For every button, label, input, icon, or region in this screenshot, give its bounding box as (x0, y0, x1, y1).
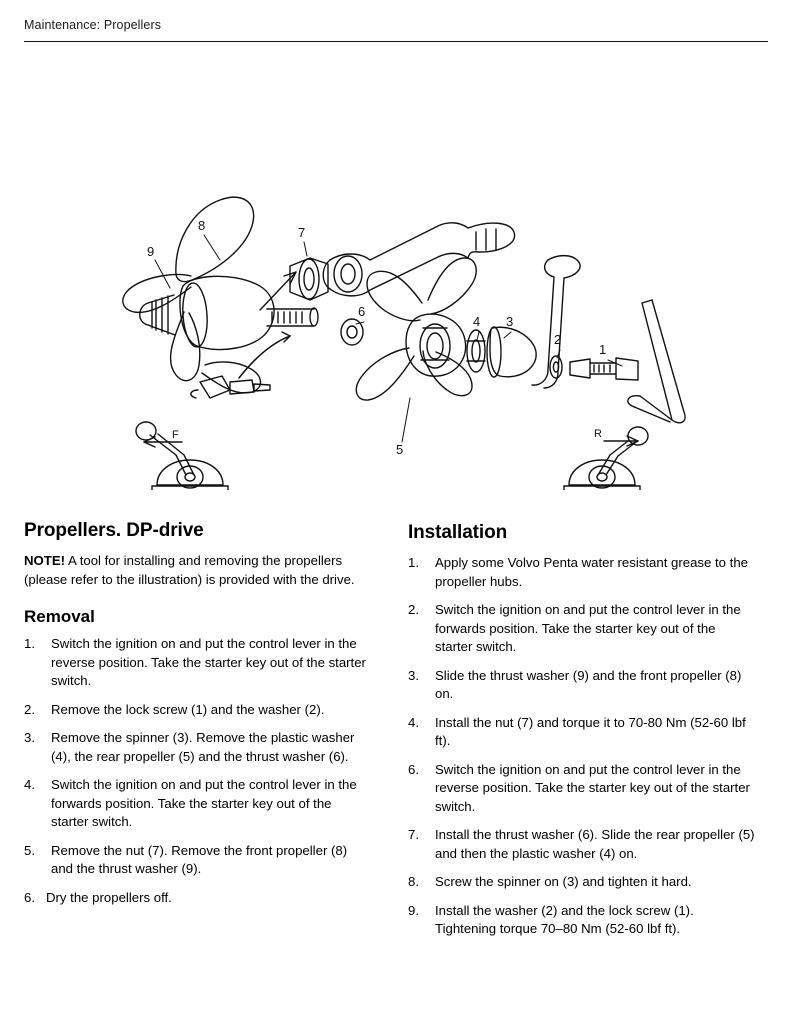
removal-step-list (24, 635, 372, 907)
callout-6: 6 (358, 304, 366, 319)
direction-label-forward: F (172, 429, 179, 441)
callout-3: 3 (506, 314, 514, 329)
list-item (408, 873, 756, 892)
list-item (24, 889, 372, 908)
step-text: Install the nut (7) and torque it to 70-80 Nm (52-60 lbf ft). (435, 714, 746, 748)
step-text: Apply some Volvo Penta water resistant grease to the propeller hubs. (435, 555, 749, 589)
step-number: 1. (408, 555, 419, 570)
callout-4: 4 (473, 314, 481, 329)
breadcrumb: Maintenance: Propellers (24, 18, 162, 32)
step-text: Remove the lock screw (1) and the washer (2). (51, 701, 325, 717)
note-paragraph (24, 552, 372, 589)
step-number: 6. (24, 889, 35, 905)
column-installation (408, 520, 756, 949)
installation-step-list (408, 554, 756, 939)
installation-heading: Installation (408, 522, 508, 543)
list-item (24, 701, 372, 720)
step-number: 8. (408, 874, 419, 889)
list-item (408, 714, 756, 751)
step-number: 3. (408, 667, 419, 683)
step-text: Switch the ignition on and put the control lever in the forwards position. Take the starter key out of the starter switch. (51, 777, 357, 829)
list-item (24, 842, 372, 879)
direction-label-reverse: R (594, 428, 602, 440)
figure-propeller-exploded-view (24, 60, 768, 490)
figure-direction-labels (172, 428, 602, 441)
list-item (24, 729, 372, 766)
step-text: Switch the ignition on and put the control lever in the forwards position. Take the starter key out of the starter switch. (435, 602, 741, 654)
step-number: 9. (408, 902, 419, 918)
step-text: Switch the ignition on and put the control lever in the reverse position. Take the starter key out of the starter switch. (51, 636, 366, 688)
callout-7: 7 (298, 225, 306, 240)
callout-1: 1 (599, 342, 607, 357)
page-header (24, 0, 768, 32)
step-number: 3. (24, 730, 35, 745)
step-number: 7. (408, 827, 419, 842)
step-number: 6. (408, 761, 419, 777)
callout-2: 2 (554, 332, 562, 347)
exploded-diagram-svg (24, 60, 768, 490)
callout-5: 5 (396, 442, 404, 457)
header-divider (24, 41, 768, 42)
column-removal (24, 520, 372, 949)
step-number: 4. (24, 777, 35, 792)
list-item (408, 826, 756, 863)
step-number: 2. (408, 602, 419, 617)
step-text: Screw the spinner on (3) and tighten it hard. (435, 874, 692, 889)
page-title: Propellers. DP-drive (24, 520, 204, 541)
step-text: Remove the nut (7). Remove the front propeller (8) and the thrust washer (9). (51, 842, 348, 876)
step-number: 1. (24, 636, 35, 651)
step-text: Switch the ignition on and put the control lever in the reverse position. Take the starter key out of the starter switch. (435, 761, 750, 814)
removal-heading: Removal (24, 607, 95, 626)
content-columns (24, 520, 768, 949)
list-item (408, 667, 756, 704)
step-number: 4. (408, 714, 419, 730)
note-text: A tool for installing and removing the propellers (please refer to the illustration) is provided with the drive. (24, 553, 355, 587)
step-text: Slide the thrust washer (9) and the front propeller (8) on. (435, 667, 742, 701)
list-item (408, 902, 756, 939)
step-number: 5. (24, 842, 35, 858)
note-label: NOTE! (24, 553, 66, 568)
list-item (24, 635, 372, 691)
callout-9: 9 (147, 244, 155, 259)
step-text: Dry the propellers off. (46, 889, 172, 905)
list-item (408, 601, 756, 657)
callout-8: 8 (198, 218, 206, 233)
list-item (408, 761, 756, 817)
step-text: Install the washer (2) and the lock screw (1). Tightening torque 70–80 Nm (52-60 lbf ft). (435, 902, 694, 936)
list-item (24, 776, 372, 832)
step-text: Install the thrust washer (6). Slide the rear propeller (5) and then the plastic washer (4) on. (435, 827, 755, 861)
list-item (408, 554, 756, 591)
step-text: Remove the spinner (3). Remove the plastic washer (4), the rear propeller (5) and the thrust washer (6). (51, 730, 355, 764)
step-number: 2. (24, 701, 35, 717)
